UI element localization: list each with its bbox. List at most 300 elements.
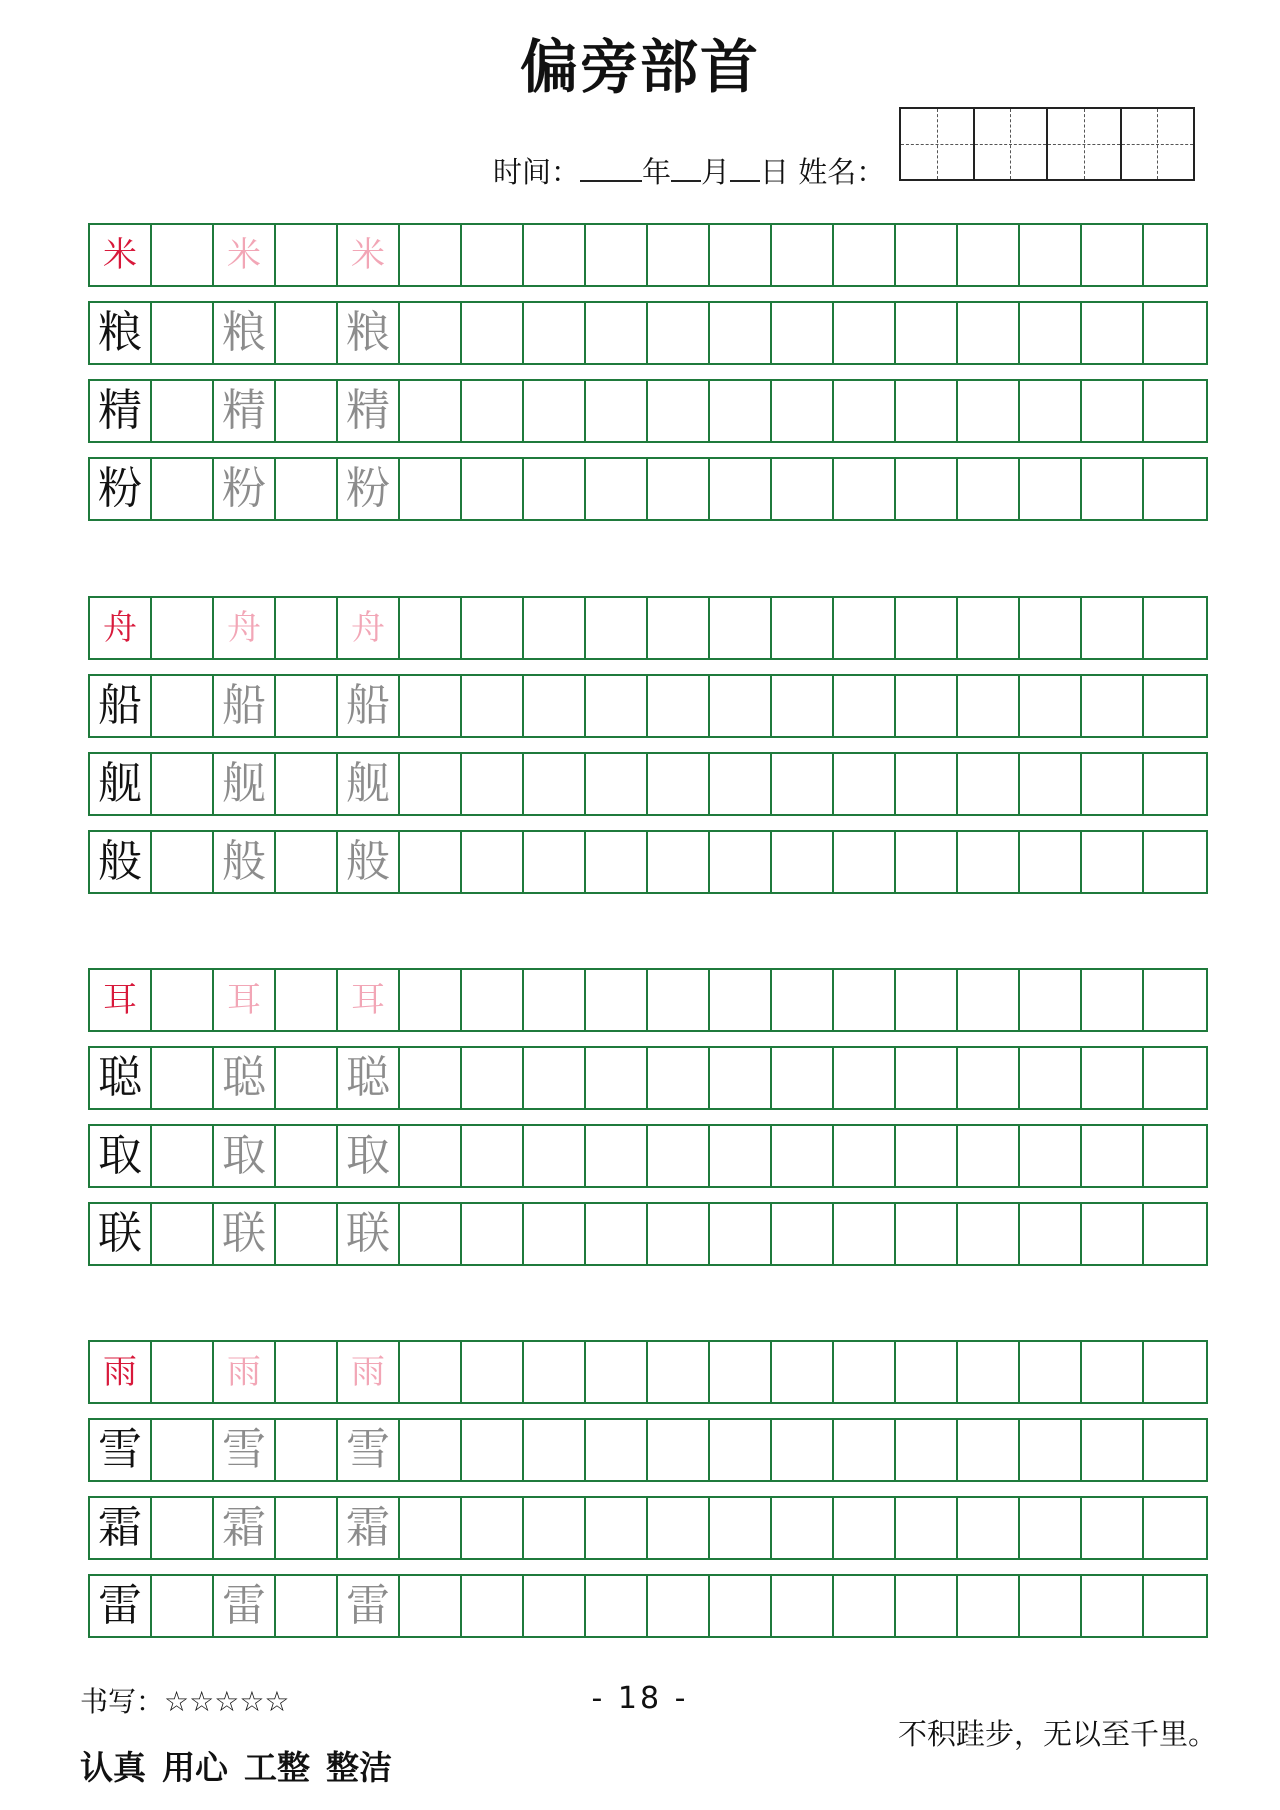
radical-model-cell[interactable]: 雨: [90, 1342, 152, 1402]
writing-cell[interactable]: [896, 459, 958, 519]
day-blank[interactable]: [730, 156, 760, 182]
writing-cell[interactable]: [1082, 459, 1144, 519]
writing-cell[interactable]: [1082, 1342, 1144, 1402]
name-box-cell[interactable]: [975, 109, 1049, 179]
writing-cell[interactable]: [958, 676, 1020, 736]
name-box-cell[interactable]: [1122, 109, 1194, 179]
writing-cell[interactable]: [958, 1576, 1020, 1636]
writing-cell[interactable]: [400, 1342, 462, 1402]
radical-trace-cell[interactable]: 米: [338, 225, 400, 285]
writing-cell[interactable]: [152, 1498, 214, 1558]
writing-cell[interactable]: [1020, 832, 1082, 892]
writing-cell[interactable]: [586, 1048, 648, 1108]
writing-cell[interactable]: [586, 225, 648, 285]
writing-cell[interactable]: [524, 459, 586, 519]
writing-cell[interactable]: [1020, 1048, 1082, 1108]
writing-cell[interactable]: [896, 1126, 958, 1186]
character-trace-cell[interactable]: 霜: [338, 1498, 400, 1558]
writing-cell[interactable]: [772, 1126, 834, 1186]
writing-cell[interactable]: [152, 225, 214, 285]
writing-cell[interactable]: [400, 459, 462, 519]
radical-trace-cell[interactable]: 雨: [214, 1342, 276, 1402]
writing-cell[interactable]: [524, 1048, 586, 1108]
character-trace-cell[interactable]: 船: [214, 676, 276, 736]
radical-model-cell[interactable]: 米: [90, 225, 152, 285]
writing-cell[interactable]: [1144, 459, 1206, 519]
writing-cell[interactable]: [648, 1204, 710, 1264]
writing-cell[interactable]: [152, 303, 214, 363]
character-model-cell[interactable]: 霜: [90, 1498, 152, 1558]
writing-cell[interactable]: [462, 754, 524, 814]
writing-cell[interactable]: [400, 1048, 462, 1108]
writing-cell[interactable]: [400, 676, 462, 736]
writing-cell[interactable]: [152, 832, 214, 892]
writing-cell[interactable]: [1144, 1342, 1206, 1402]
character-model-cell[interactable]: 聪: [90, 1048, 152, 1108]
writing-cell[interactable]: [1144, 225, 1206, 285]
writing-cell[interactable]: [896, 970, 958, 1030]
month-blank[interactable]: [671, 156, 701, 182]
writing-cell[interactable]: [152, 1204, 214, 1264]
character-model-cell[interactable]: 雷: [90, 1576, 152, 1636]
character-trace-cell[interactable]: 雷: [338, 1576, 400, 1636]
writing-cell[interactable]: [400, 970, 462, 1030]
writing-cell[interactable]: [1020, 1420, 1082, 1480]
writing-cell[interactable]: [648, 676, 710, 736]
writing-cell[interactable]: [462, 598, 524, 658]
writing-cell[interactable]: [710, 598, 772, 658]
writing-cell[interactable]: [586, 970, 648, 1030]
writing-cell[interactable]: [1082, 1498, 1144, 1558]
writing-cell[interactable]: [648, 1126, 710, 1186]
writing-cell[interactable]: [586, 303, 648, 363]
writing-cell[interactable]: [152, 754, 214, 814]
writing-cell[interactable]: [1020, 225, 1082, 285]
writing-cell[interactable]: [834, 1498, 896, 1558]
character-trace-cell[interactable]: 般: [214, 832, 276, 892]
writing-cell[interactable]: [772, 1420, 834, 1480]
writing-cell[interactable]: [834, 832, 896, 892]
writing-cell[interactable]: [772, 598, 834, 658]
character-trace-cell[interactable]: 舰: [338, 754, 400, 814]
writing-cell[interactable]: [400, 225, 462, 285]
writing-cell[interactable]: [400, 1498, 462, 1558]
writing-cell[interactable]: [462, 676, 524, 736]
writing-cell[interactable]: [524, 832, 586, 892]
writing-cell[interactable]: [1020, 754, 1082, 814]
writing-cell[interactable]: [958, 1048, 1020, 1108]
writing-cell[interactable]: [772, 381, 834, 441]
writing-cell[interactable]: [896, 1204, 958, 1264]
writing-cell[interactable]: [1082, 1126, 1144, 1186]
writing-cell[interactable]: [958, 1126, 1020, 1186]
writing-cell[interactable]: [462, 970, 524, 1030]
writing-cell[interactable]: [896, 1498, 958, 1558]
writing-cell[interactable]: [648, 225, 710, 285]
writing-cell[interactable]: [958, 225, 1020, 285]
radical-trace-cell[interactable]: 雨: [338, 1342, 400, 1402]
writing-cell[interactable]: [834, 676, 896, 736]
writing-cell[interactable]: [276, 1342, 338, 1402]
writing-cell[interactable]: [462, 225, 524, 285]
writing-cell[interactable]: [1020, 459, 1082, 519]
writing-cell[interactable]: [586, 676, 648, 736]
year-blank[interactable]: [580, 156, 642, 182]
writing-cell[interactable]: [586, 381, 648, 441]
writing-cell[interactable]: [524, 1420, 586, 1480]
writing-cell[interactable]: [834, 303, 896, 363]
writing-cell[interactable]: [524, 754, 586, 814]
writing-cell[interactable]: [152, 970, 214, 1030]
writing-cell[interactable]: [710, 381, 772, 441]
writing-cell[interactable]: [710, 1498, 772, 1558]
name-box-cell[interactable]: [1048, 109, 1122, 179]
character-trace-cell[interactable]: 船: [338, 676, 400, 736]
writing-cell[interactable]: [648, 1420, 710, 1480]
writing-cell[interactable]: [834, 1204, 896, 1264]
writing-cell[interactable]: [276, 1498, 338, 1558]
writing-cell[interactable]: [462, 1126, 524, 1186]
writing-cell[interactable]: [276, 225, 338, 285]
writing-cell[interactable]: [276, 832, 338, 892]
writing-cell[interactable]: [524, 1126, 586, 1186]
writing-cell[interactable]: [276, 459, 338, 519]
writing-cell[interactable]: [1082, 970, 1144, 1030]
writing-cell[interactable]: [772, 225, 834, 285]
character-trace-cell[interactable]: 雪: [214, 1420, 276, 1480]
writing-cell[interactable]: [1020, 1576, 1082, 1636]
radical-trace-cell[interactable]: 米: [214, 225, 276, 285]
writing-cell[interactable]: [896, 225, 958, 285]
writing-cell[interactable]: [958, 1204, 1020, 1264]
character-trace-cell[interactable]: 聪: [214, 1048, 276, 1108]
writing-cell[interactable]: [648, 1498, 710, 1558]
writing-cell[interactable]: [834, 1048, 896, 1108]
character-model-cell[interactable]: 粮: [90, 303, 152, 363]
writing-cell[interactable]: [648, 381, 710, 441]
character-trace-cell[interactable]: 取: [214, 1126, 276, 1186]
writing-cell[interactable]: [400, 832, 462, 892]
writing-cell[interactable]: [834, 598, 896, 658]
writing-cell[interactable]: [152, 598, 214, 658]
writing-cell[interactable]: [834, 225, 896, 285]
writing-cell[interactable]: [710, 1048, 772, 1108]
guide-line: [1122, 144, 1194, 145]
writing-cell[interactable]: [1144, 381, 1206, 441]
character-model-cell[interactable]: 雪: [90, 1420, 152, 1480]
writing-cell[interactable]: [710, 225, 772, 285]
writing-cell[interactable]: [896, 1576, 958, 1636]
writing-cell[interactable]: [1082, 754, 1144, 814]
writing-cell[interactable]: [276, 1576, 338, 1636]
writing-cell[interactable]: [896, 676, 958, 736]
writing-cell[interactable]: [276, 381, 338, 441]
writing-cell[interactable]: [710, 1576, 772, 1636]
writing-cell[interactable]: [152, 676, 214, 736]
writing-cell[interactable]: [524, 1576, 586, 1636]
writing-cell[interactable]: [896, 598, 958, 658]
writing-cell[interactable]: [772, 754, 834, 814]
radical-trace-cell[interactable]: 舟: [338, 598, 400, 658]
writing-cell[interactable]: [648, 598, 710, 658]
writing-cell[interactable]: [834, 1576, 896, 1636]
writing-cell[interactable]: [772, 459, 834, 519]
character-trace-cell[interactable]: 精: [214, 381, 276, 441]
writing-cell[interactable]: [958, 598, 1020, 658]
writing-cell[interactable]: [462, 832, 524, 892]
writing-cell[interactable]: [896, 303, 958, 363]
writing-cell[interactable]: [1144, 303, 1206, 363]
character-trace-cell[interactable]: 粉: [214, 459, 276, 519]
writing-cell[interactable]: [152, 1048, 214, 1108]
character-trace-cell[interactable]: 聪: [338, 1048, 400, 1108]
writing-cell[interactable]: [834, 1126, 896, 1186]
writing-cell[interactable]: [276, 1204, 338, 1264]
writing-cell[interactable]: [896, 1048, 958, 1108]
writing-cell[interactable]: [958, 1420, 1020, 1480]
writing-cell[interactable]: [834, 459, 896, 519]
writing-cell[interactable]: [710, 459, 772, 519]
writing-cell[interactable]: [152, 1576, 214, 1636]
writing-cell[interactable]: [834, 970, 896, 1030]
radical-trace-cell[interactable]: 耳: [338, 970, 400, 1030]
writing-cell[interactable]: [1020, 303, 1082, 363]
writing-cell[interactable]: [400, 1576, 462, 1636]
writing-cell[interactable]: [276, 1048, 338, 1108]
writing-cell[interactable]: [524, 676, 586, 736]
writing-cell[interactable]: [710, 303, 772, 363]
name-writing-box[interactable]: [899, 107, 1195, 181]
character-model-cell[interactable]: 取: [90, 1126, 152, 1186]
writing-cell[interactable]: [834, 1342, 896, 1402]
writing-cell[interactable]: [586, 832, 648, 892]
writing-cell[interactable]: [524, 381, 586, 441]
character-trace-cell[interactable]: 联: [338, 1204, 400, 1264]
writing-cell[interactable]: [958, 303, 1020, 363]
writing-cell[interactable]: [648, 1576, 710, 1636]
character-model-cell[interactable]: 粉: [90, 459, 152, 519]
writing-cell[interactable]: [524, 598, 586, 658]
writing-cell[interactable]: [1082, 381, 1144, 441]
character-trace-cell[interactable]: 精: [338, 381, 400, 441]
writing-cell[interactable]: [1144, 1420, 1206, 1480]
writing-cell[interactable]: [1082, 225, 1144, 285]
writing-cell[interactable]: [710, 1420, 772, 1480]
character-trace-cell[interactable]: 霜: [214, 1498, 276, 1558]
radical-trace-cell[interactable]: 舟: [214, 598, 276, 658]
character-trace-cell[interactable]: 雷: [214, 1576, 276, 1636]
character-trace-cell[interactable]: 雪: [338, 1420, 400, 1480]
writing-cell[interactable]: [1144, 970, 1206, 1030]
writing-cell[interactable]: [586, 1498, 648, 1558]
radical-model-cell[interactable]: 耳: [90, 970, 152, 1030]
writing-cell[interactable]: [586, 1342, 648, 1402]
writing-cell[interactable]: [772, 303, 834, 363]
writing-cell[interactable]: [462, 459, 524, 519]
writing-cell[interactable]: [586, 1420, 648, 1480]
writing-cell[interactable]: [276, 1126, 338, 1186]
writing-cell[interactable]: [152, 1126, 214, 1186]
writing-cell[interactable]: [1144, 1048, 1206, 1108]
character-row: [88, 301, 1208, 365]
character-trace-cell[interactable]: 般: [338, 832, 400, 892]
writing-cell[interactable]: [1020, 1342, 1082, 1402]
writing-cell[interactable]: [524, 303, 586, 363]
writing-cell[interactable]: [1020, 1204, 1082, 1264]
writing-cell[interactable]: [834, 381, 896, 441]
writing-cell[interactable]: [1144, 1498, 1206, 1558]
writing-cell[interactable]: [524, 1342, 586, 1402]
writing-cell[interactable]: [462, 1048, 524, 1108]
writing-cell[interactable]: [276, 1420, 338, 1480]
writing-cell[interactable]: [1020, 598, 1082, 658]
writing-cell[interactable]: [1082, 303, 1144, 363]
writing-cell[interactable]: [1144, 1204, 1206, 1264]
writing-cell[interactable]: [958, 1342, 1020, 1402]
character-model-cell[interactable]: 精: [90, 381, 152, 441]
writing-cell[interactable]: [152, 1420, 214, 1480]
character-model-cell[interactable]: 般: [90, 832, 152, 892]
writing-cell[interactable]: [524, 225, 586, 285]
writing-cell[interactable]: [958, 832, 1020, 892]
writing-cell[interactable]: [710, 754, 772, 814]
writing-cell[interactable]: [958, 1498, 1020, 1558]
writing-cell[interactable]: [710, 676, 772, 736]
writing-cell[interactable]: [462, 1204, 524, 1264]
writing-cell[interactable]: [276, 754, 338, 814]
writing-cell[interactable]: [772, 1576, 834, 1636]
writing-cell[interactable]: [400, 1420, 462, 1480]
writing-cell[interactable]: [896, 1342, 958, 1402]
writing-cell[interactable]: [772, 970, 834, 1030]
writing-cell[interactable]: [586, 1204, 648, 1264]
year-label: 年: [642, 155, 672, 189]
writing-cell[interactable]: [400, 1204, 462, 1264]
writing-cell[interactable]: [586, 598, 648, 658]
rating-stars[interactable]: ☆☆☆☆☆: [164, 1685, 290, 1718]
character-trace-cell[interactable]: 舰: [214, 754, 276, 814]
radical-trace-cell[interactable]: 耳: [214, 970, 276, 1030]
writing-cell[interactable]: [710, 970, 772, 1030]
writing-cell[interactable]: [1082, 1420, 1144, 1480]
writing-cell[interactable]: [586, 1126, 648, 1186]
writing-cell[interactable]: [1082, 1048, 1144, 1108]
writing-cell[interactable]: [276, 303, 338, 363]
writing-cell[interactable]: [1020, 1126, 1082, 1186]
writing-cell[interactable]: [896, 1420, 958, 1480]
writing-cell[interactable]: [648, 754, 710, 814]
writing-cell[interactable]: [958, 459, 1020, 519]
writing-cell[interactable]: [1144, 1126, 1206, 1186]
writing-cell[interactable]: [400, 381, 462, 441]
writing-cell[interactable]: [1082, 598, 1144, 658]
writing-cell[interactable]: [772, 1204, 834, 1264]
writing-cell[interactable]: [1144, 598, 1206, 658]
writing-cell[interactable]: [400, 303, 462, 363]
writing-cell[interactable]: [462, 1498, 524, 1558]
writing-cell[interactable]: [1082, 1576, 1144, 1636]
writing-cell[interactable]: [1144, 1576, 1206, 1636]
character-model-cell[interactable]: 舰: [90, 754, 152, 814]
writing-cell[interactable]: [710, 1342, 772, 1402]
writing-cell[interactable]: [1020, 381, 1082, 441]
writing-cell[interactable]: [152, 381, 214, 441]
writing-cell[interactable]: [648, 1048, 710, 1108]
character-trace-cell[interactable]: 粉: [338, 459, 400, 519]
radical-model-cell[interactable]: 舟: [90, 598, 152, 658]
writing-cell[interactable]: [834, 754, 896, 814]
writing-cell[interactable]: [834, 1420, 896, 1480]
writing-cell[interactable]: [772, 1342, 834, 1402]
writing-cell[interactable]: [772, 832, 834, 892]
writing-cell[interactable]: [1144, 676, 1206, 736]
writing-cell[interactable]: [896, 381, 958, 441]
writing-cell[interactable]: [276, 598, 338, 658]
writing-cell[interactable]: [400, 1126, 462, 1186]
character-trace-cell[interactable]: 粮: [338, 303, 400, 363]
writing-cell[interactable]: [276, 970, 338, 1030]
character-trace-cell[interactable]: 联: [214, 1204, 276, 1264]
name-box-cell[interactable]: [901, 109, 975, 179]
writing-cell[interactable]: [524, 970, 586, 1030]
writing-cell[interactable]: [958, 381, 1020, 441]
writing-cell[interactable]: [462, 381, 524, 441]
writing-cell[interactable]: [772, 1498, 834, 1558]
writing-cell[interactable]: [710, 1204, 772, 1264]
writing-cell[interactable]: [710, 832, 772, 892]
writing-cell[interactable]: [896, 832, 958, 892]
writing-cell[interactable]: [648, 1342, 710, 1402]
writing-cell[interactable]: [1144, 832, 1206, 892]
writing-cell[interactable]: [648, 970, 710, 1030]
writing-cell[interactable]: [462, 303, 524, 363]
writing-cell[interactable]: [1020, 676, 1082, 736]
character-trace-cell[interactable]: 取: [338, 1126, 400, 1186]
writing-cell[interactable]: [462, 1420, 524, 1480]
character-model-cell[interactable]: 联: [90, 1204, 152, 1264]
writing-cell[interactable]: [400, 754, 462, 814]
character-trace-cell[interactable]: 粮: [214, 303, 276, 363]
writing-cell[interactable]: [400, 598, 462, 658]
writing-cell[interactable]: [586, 459, 648, 519]
writing-cell[interactable]: [276, 676, 338, 736]
writing-cell[interactable]: [958, 970, 1020, 1030]
character-model-cell[interactable]: 船: [90, 676, 152, 736]
writing-cell[interactable]: [462, 1342, 524, 1402]
writing-cell[interactable]: [586, 754, 648, 814]
writing-cell[interactable]: [1144, 754, 1206, 814]
writing-cell[interactable]: [524, 1498, 586, 1558]
writing-cell[interactable]: [648, 832, 710, 892]
writing-cell[interactable]: [1082, 1204, 1144, 1264]
writing-cell[interactable]: [896, 754, 958, 814]
writing-cell[interactable]: [524, 1204, 586, 1264]
writing-cell[interactable]: [1082, 676, 1144, 736]
writing-cell[interactable]: [1082, 832, 1144, 892]
writing-cell[interactable]: [1020, 1498, 1082, 1558]
writing-cell[interactable]: [462, 1576, 524, 1636]
writing-cell[interactable]: [586, 1576, 648, 1636]
writing-cell[interactable]: [648, 459, 710, 519]
writing-cell[interactable]: [772, 676, 834, 736]
writing-cell[interactable]: [1020, 970, 1082, 1030]
writing-cell[interactable]: [152, 1342, 214, 1402]
writing-cell[interactable]: [772, 1048, 834, 1108]
writing-cell[interactable]: [958, 754, 1020, 814]
writing-cell[interactable]: [152, 459, 214, 519]
writing-cell[interactable]: [710, 1126, 772, 1186]
writing-cell[interactable]: [648, 303, 710, 363]
